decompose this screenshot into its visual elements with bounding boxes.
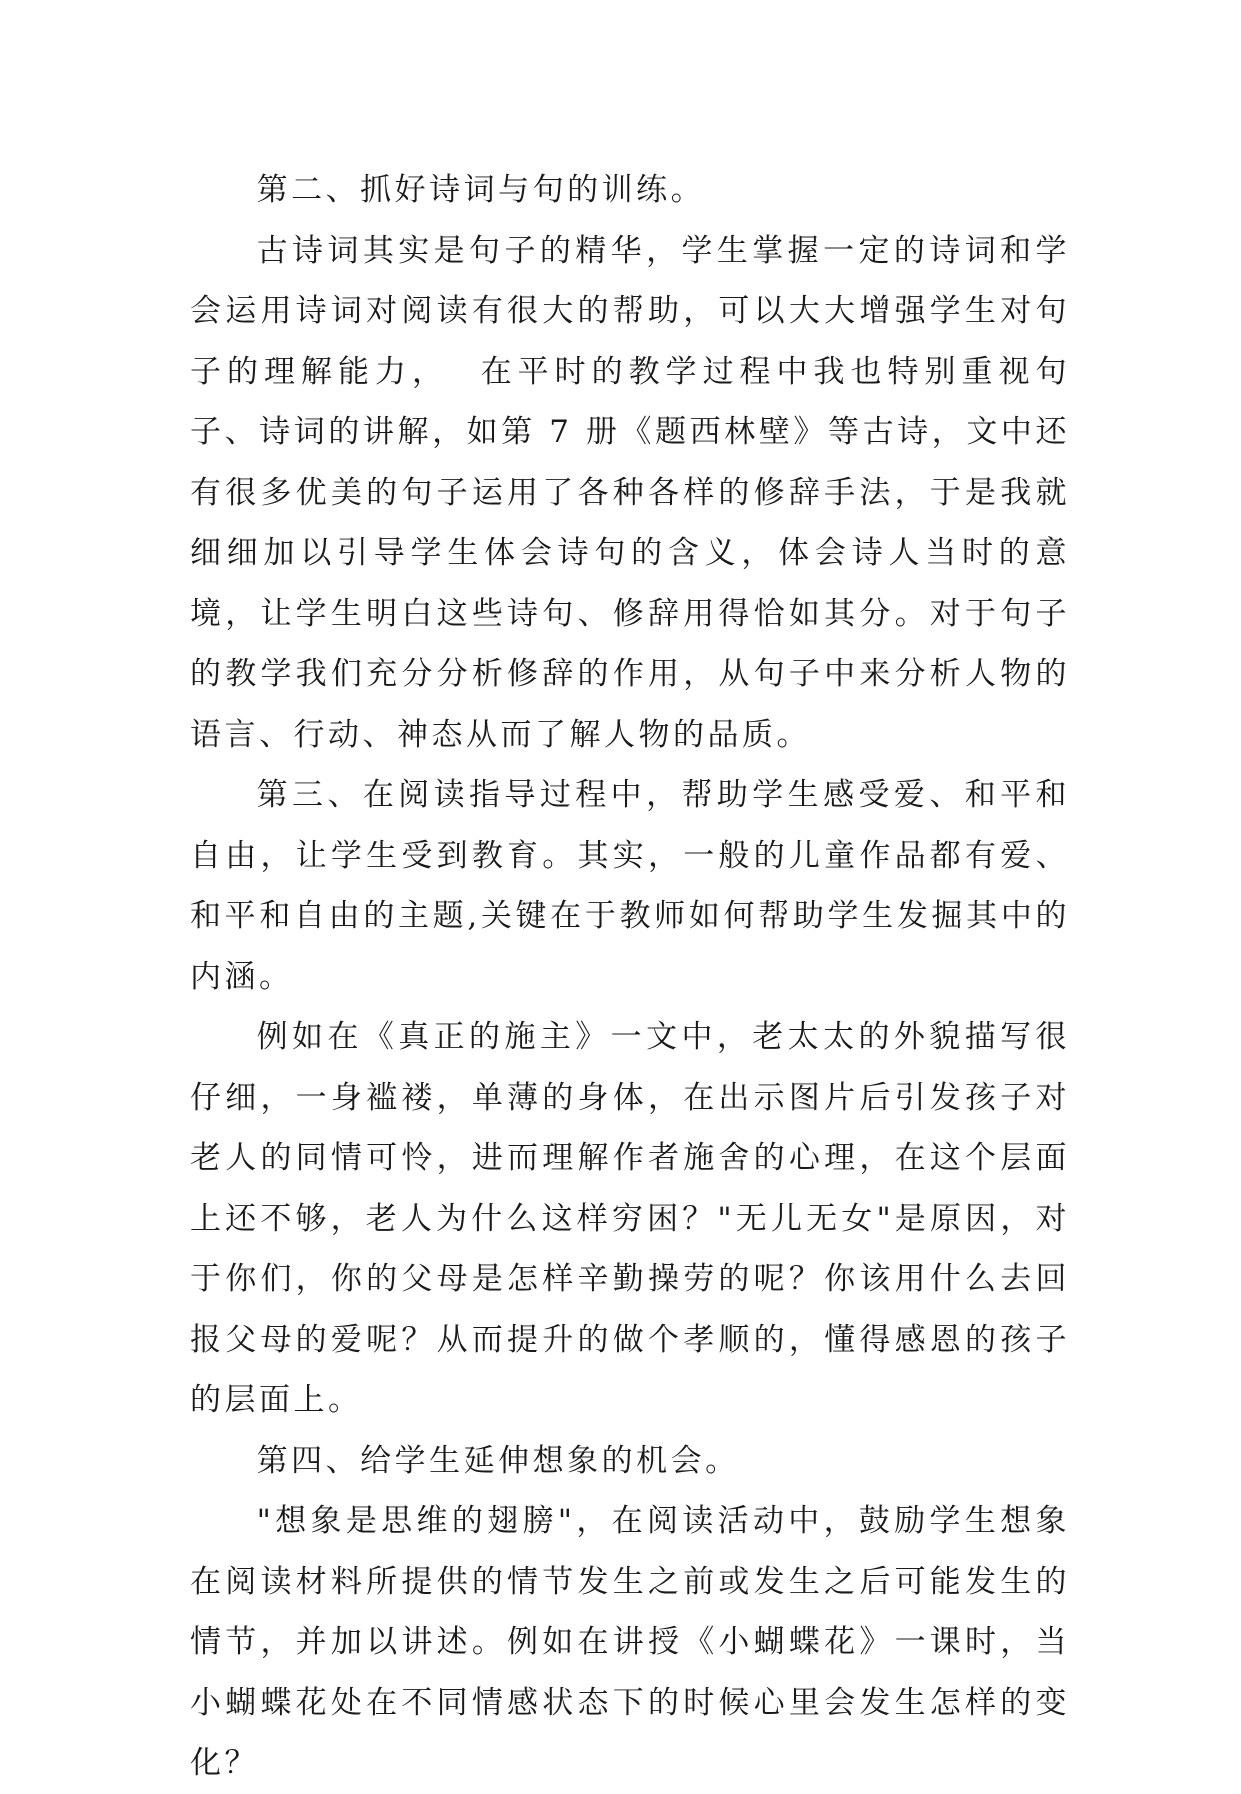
document-page <box>190 160 1070 1794</box>
paragraph-poetry-sentences: 古诗词其实是句子的精华，学生掌握一定的诗词和学会运用诗词对阅读有很大的帮助，可以大大增强学生对句子的理解能力， 在平时的教学过程中我也特别重视句子、诗词的讲解，如第 7 册《题西林壁》等古诗，文中还有很多优美的句子运用了各种各样的修辞手法，于是我就细细加以引导学生体会诗句的含义，体会诗人当时的意境，让学生明白这些诗句、修辞用得恰如其分。对于句子的教学我们充分分析修辞的作用，从句子中来分析人物的语言、行动、神态从而了解人物的品质。 <box>190 232 1070 753</box>
paragraph-heading-2: 第二、抓好诗词与句的训练。 <box>256 172 706 208</box>
paragraph-imagination: "想象是思维的翅膀"，在阅读活动中，鼓励学生想象在阅读材料所提供的情节发生之前或发生之后可能发生的情节，并加以讲述。例如在讲授《小蝴蝶花》一课时，当小蝴蝶花处在不同情感状态下的时候心里会发生怎样的变化？ <box>190 1503 1070 1781</box>
paragraph-heading-3: 第三、在阅读指导过程中，帮助学生感受爱、和平和自由，让学生受到教育。其实，一般的儿童作品都有爱、和平和自由的主题,关键在于教师如何帮助学生发掘其中的内涵。 <box>190 777 1070 995</box>
paragraph-heading-4: 第四、给学生延伸想象的机会。 <box>256 1442 740 1479</box>
paragraph-example-benefactor: 例如在《真正的施主》一文中，老太太的外貌描写很仔细，一身褴褛，单薄的身体，在出示图片后引发孩子对老人的同情可怜，进而理解作者施舍的心理，在这个层面上还不够，老人为什么这样穷困？"无儿无女"是原因，对于你们，你的父母是怎样辛勤操劳的呢？你该用什么去回报父母的爱呢？从而提升的做个孝顺的，懂得感恩的孩子的层面上。 <box>190 1019 1070 1418</box>
